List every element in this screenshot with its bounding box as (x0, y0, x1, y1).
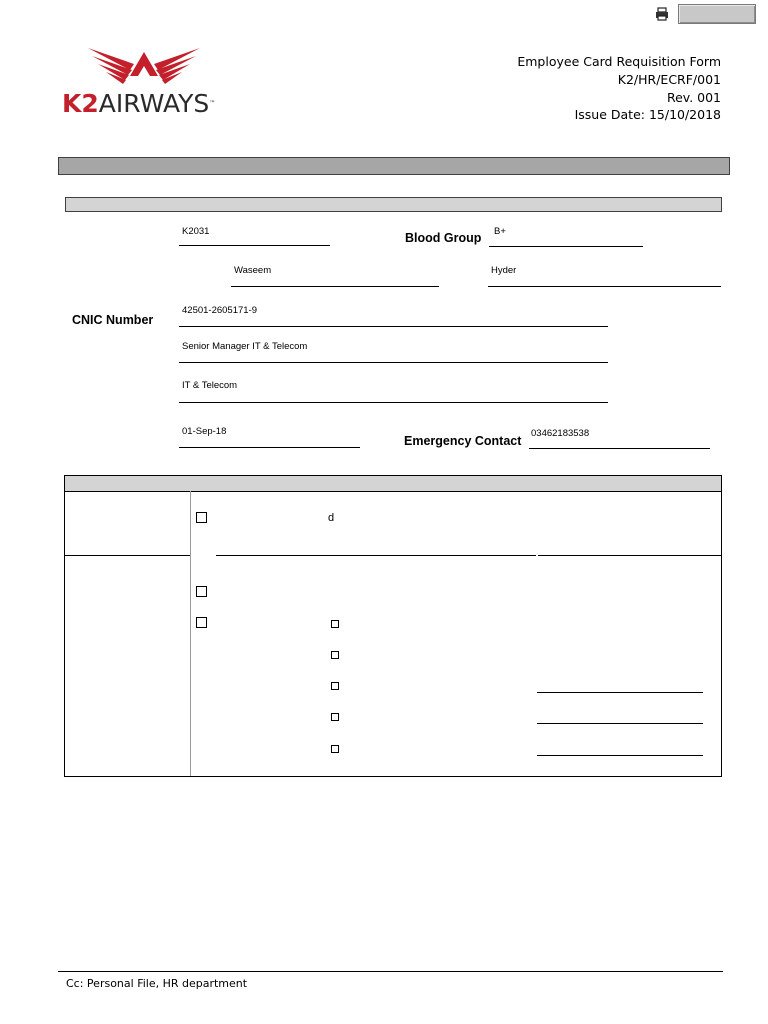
emergency-contact-label: Emergency Contact (404, 434, 522, 448)
footer-rule (58, 971, 723, 972)
employee-id-value[interactable]: K2031 (182, 226, 210, 237)
table-row-divider-mid (216, 555, 536, 556)
revision: Rev. 001 (666, 90, 721, 105)
checkbox-sub-5[interactable] (331, 745, 339, 753)
doc-code: K2/HR/ECRF/001 (617, 72, 721, 87)
logo-wordmark (62, 90, 215, 118)
checkbox-option-3[interactable] (196, 617, 207, 628)
designation-value[interactable]: Senior Manager IT & Telecom (182, 341, 308, 352)
table-row-divider-right (538, 555, 722, 556)
cc-note: Cc: Personal File, HR department (66, 977, 248, 990)
emergency-contact-value[interactable]: 03462183538 (531, 428, 590, 439)
emergency-contact-underline (529, 448, 710, 449)
checkbox-sub-2[interactable] (331, 651, 339, 659)
blood-group-underline (489, 246, 643, 247)
sub-4-input-line[interactable] (537, 723, 703, 724)
joining-date-value[interactable]: 01-Sep-18 (182, 426, 227, 437)
cnic-underline (179, 326, 608, 327)
issue-date: Issue Date: 15/10/2018 (574, 107, 721, 122)
department-underline (179, 402, 608, 403)
section-title-bar (58, 157, 730, 175)
employee-id-underline (179, 245, 330, 246)
option-1-text: d (328, 512, 335, 524)
sub-5-input-line[interactable] (537, 755, 703, 756)
checkbox-option-1[interactable] (196, 512, 207, 523)
blood-group-value[interactable]: B+ (494, 226, 506, 237)
table-column-divider (190, 491, 191, 776)
logo-k2: K2 (62, 89, 99, 118)
request-table-header (65, 476, 721, 492)
first-name-underline (231, 286, 439, 287)
last-name-value[interactable]: Hyder (491, 265, 517, 276)
cnic-value[interactable]: 42501-2605171-9 (182, 305, 258, 316)
first-name-value[interactable]: Waseem (234, 265, 272, 276)
cnic-label: CNIC Number (72, 313, 154, 327)
sub-3-input-line[interactable] (537, 692, 703, 693)
request-table (64, 475, 722, 777)
checkbox-sub-4[interactable] (331, 713, 339, 721)
form-title: Employee Card Requisition Form (517, 54, 721, 69)
department-value[interactable]: IT & Telecom (182, 380, 238, 391)
logo-airways: AIRWAYS (98, 89, 210, 118)
checkbox-sub-3[interactable] (331, 682, 339, 690)
joining-date-underline (179, 447, 360, 448)
blood-group-label: Blood Group (405, 231, 482, 245)
table-row-divider-left (65, 555, 190, 556)
checkbox-option-2[interactable] (196, 586, 207, 597)
logo-trademark: ™ (209, 100, 216, 107)
checkbox-sub-1[interactable] (331, 620, 339, 628)
designation-underline (179, 362, 608, 363)
last-name-underline (488, 286, 721, 287)
section-subtitle-bar (65, 197, 722, 212)
toolbar-button[interactable] (678, 4, 756, 24)
printer-icon[interactable] (654, 6, 670, 22)
